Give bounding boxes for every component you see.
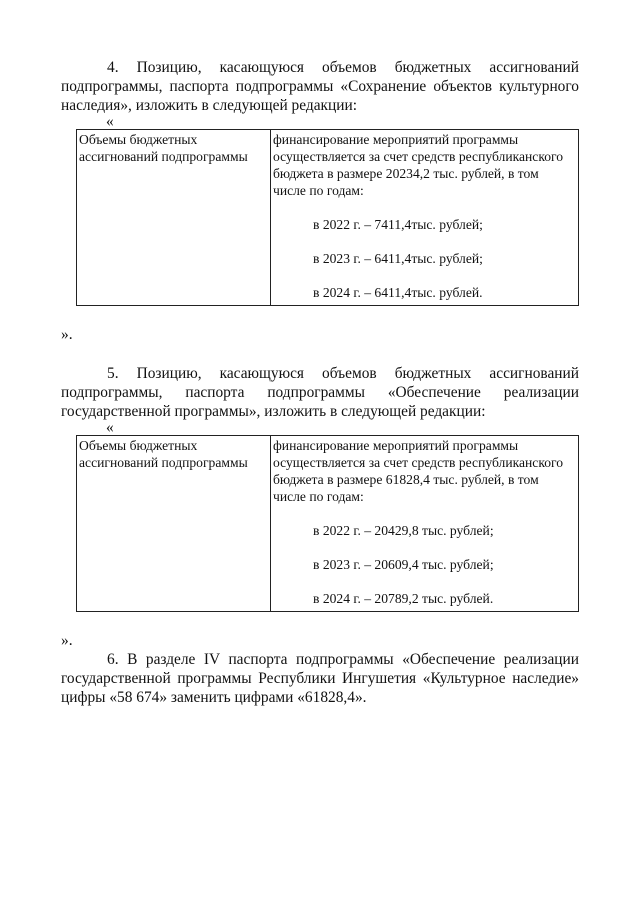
item-4-right-intro: финансирование мероприятий программы осуществляется за счет средств республиканского бюджета в размере 20234,2 тыс. рублей, в том числе по годам: <box>273 132 564 198</box>
item-5-right-cell <box>271 436 579 612</box>
item-4-year-2024: в 2024 г. – 6411,4тыс. рублей. <box>313 285 483 300</box>
item-6-paragraph: 6. В разделе IV паспорта подпрограммы «Обеспечение реализации государственной программы Республики Ингушетия «Культурное наследие» цифры «58 674» заменить цифрами «61828,4». <box>61 651 579 706</box>
item-4-right-cell <box>271 130 579 306</box>
table-row <box>77 436 579 612</box>
item-4-year-2023: в 2023 г. – 6411,4тыс. рублей; <box>313 251 483 266</box>
item-5-left-cell: Объемы бюджетных ассигнований подпрограммы <box>77 436 271 612</box>
item-5-year-2022: в 2022 г. – 20429,8 тыс. рублей; <box>313 523 494 538</box>
item-5-right-intro: финансирование мероприятий программы осуществляется за счет средств республиканского бюджета в размере 61828,4 тыс. рублей, в том числе по годам: <box>273 438 564 504</box>
item-4-close-quote: ». <box>61 326 73 343</box>
item-5-paragraph: 5. Позицию, касающуюся объемов бюджетных ассигнований подпрограммы, паспорта подпрограммы «Обеспечение реализации государственной программы», изложить в следующей редакции: <box>61 365 579 420</box>
item-4-year-2022: в 2022 г. – 7411,4тыс. рублей; <box>313 217 483 232</box>
item-5-open-quote: « <box>106 419 114 436</box>
table-row <box>77 130 579 306</box>
item-4-left-cell: Объемы бюджетных ассигнований подпрограммы <box>77 130 271 306</box>
item-5-budget-table <box>76 435 579 612</box>
item-5-year-2023: в 2023 г. – 20609,4 тыс. рублей; <box>313 557 494 572</box>
item-5-year-2024: в 2024 г. – 20789,2 тыс. рублей. <box>313 591 494 606</box>
document-page <box>61 58 579 707</box>
item-4-open-quote: « <box>106 113 114 130</box>
item-4-paragraph: 4. Позицию, касающуюся объемов бюджетных ассигнований подпрограммы, паспорта подпрограммы «Сохранение объектов культурного наследия», изложить в следующей редакции: <box>61 59 579 114</box>
item-5-close-quote: ». <box>61 632 73 649</box>
item-4-budget-table <box>76 129 579 306</box>
